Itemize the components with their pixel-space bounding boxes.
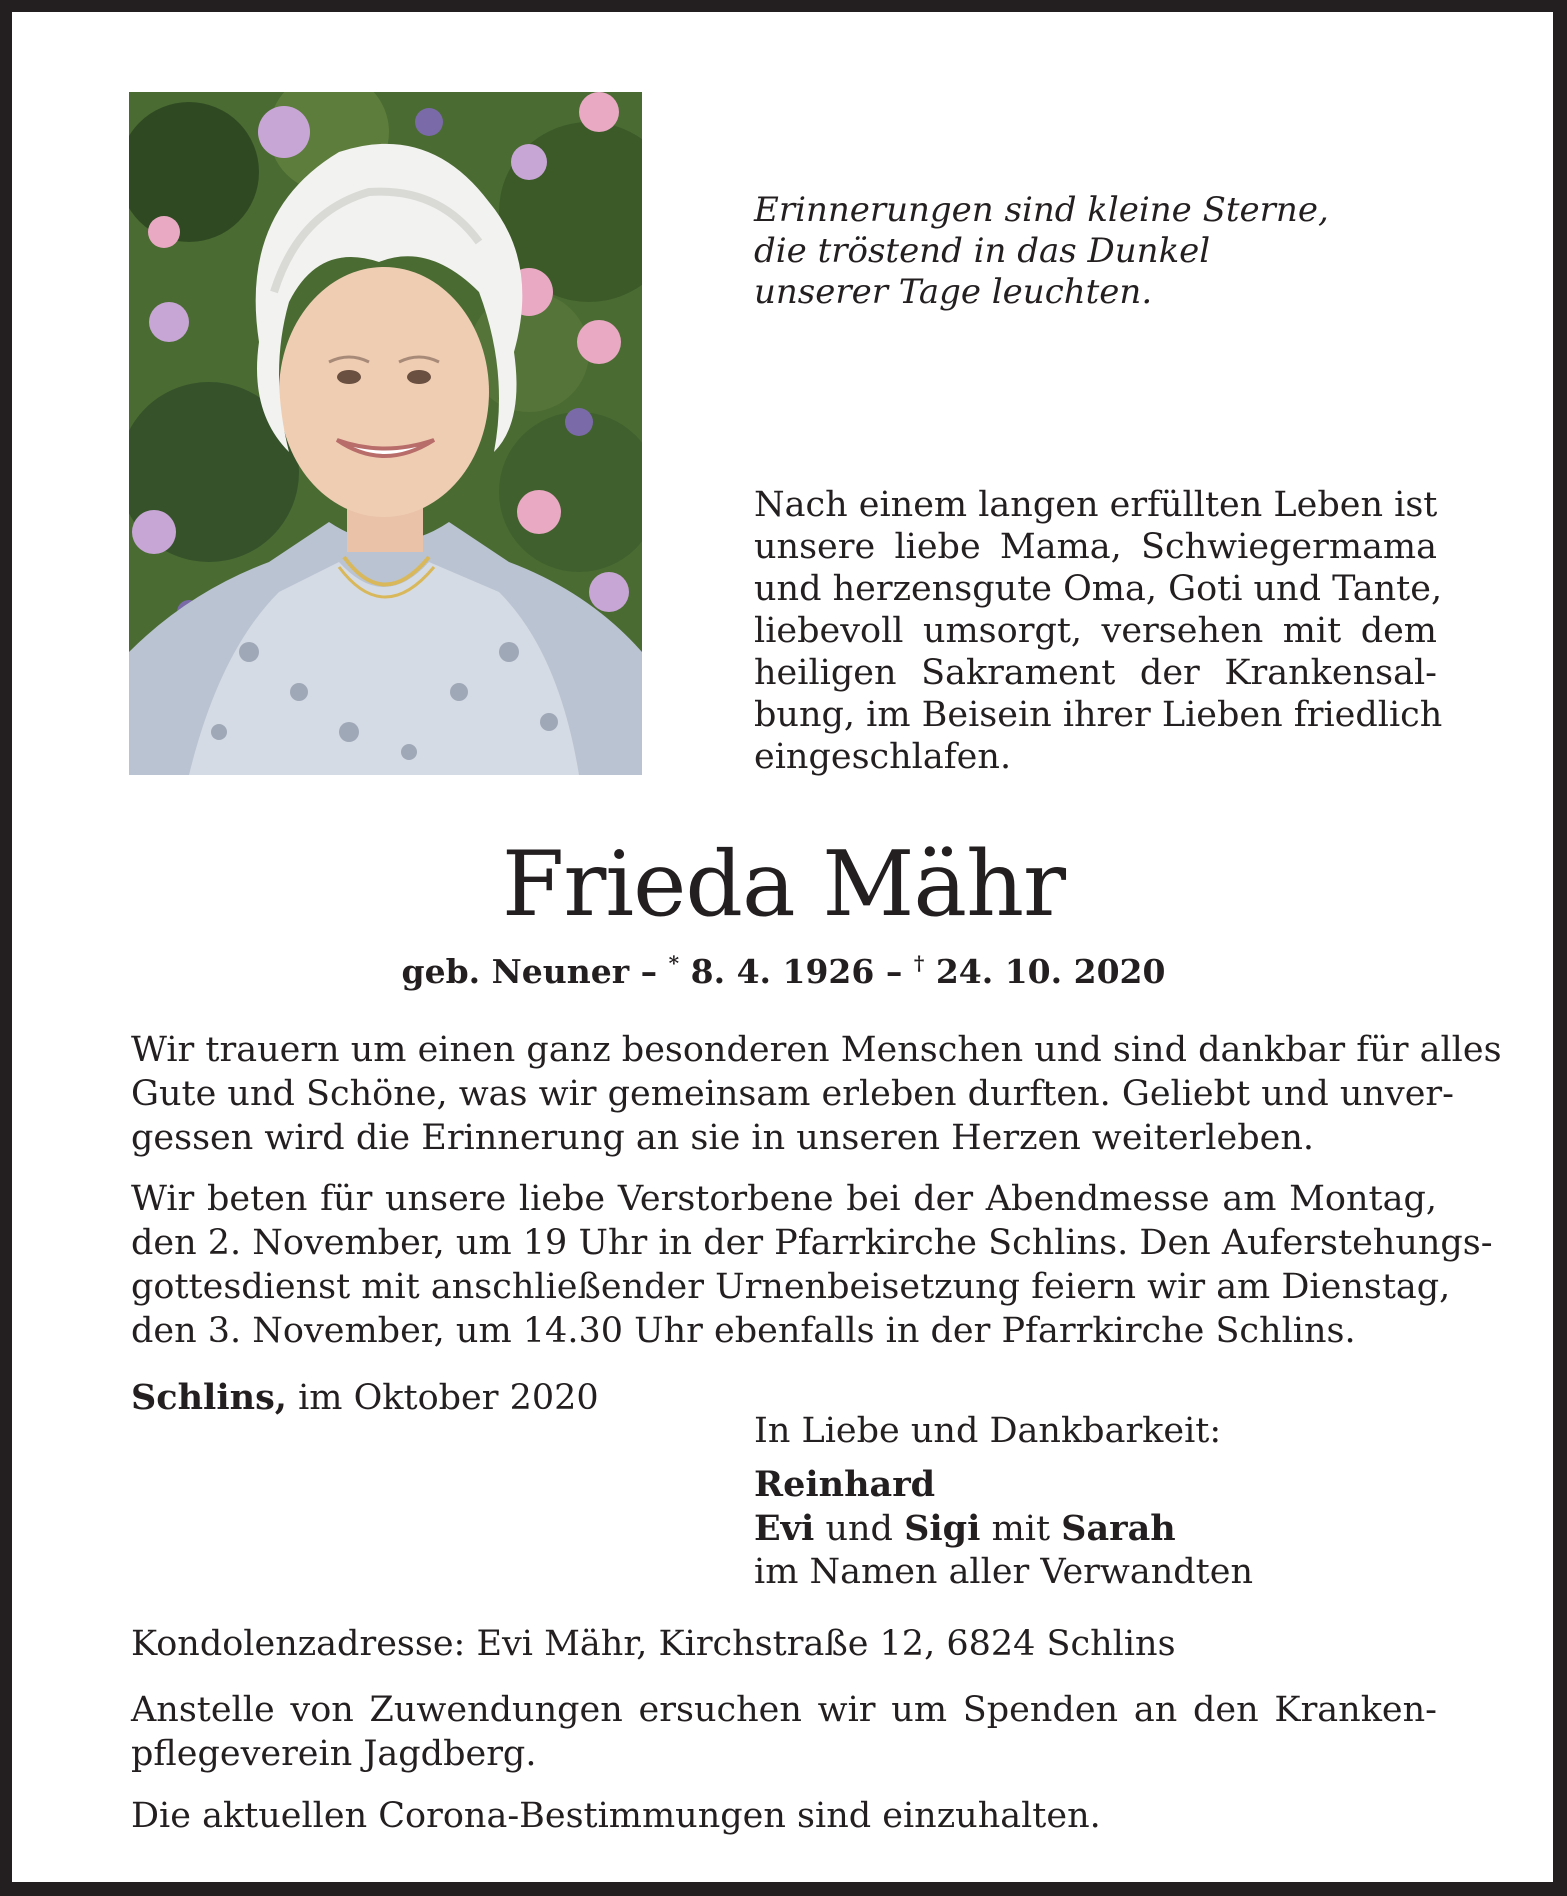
paragraph-line: gottesdienst mit anschließender Urnenbeisetzung feiern wir am Dienstag, bbox=[131, 1267, 1451, 1307]
deceased-name: Frieda Mähr bbox=[501, 832, 1066, 937]
signer-name: Sarah bbox=[1061, 1508, 1176, 1549]
paragraph-line: gessen wird die Erinnerung an sie in unseren Herzen weiterleben. bbox=[131, 1118, 1314, 1158]
announcement-line: unsere liebe Mama, Schwiegermama bbox=[754, 527, 1437, 567]
death-date: 24. 10. 2020 bbox=[935, 952, 1166, 991]
paragraph-line: Wir trauern um einen ganz besonderen Menschen und sind dankbar für alles bbox=[131, 1030, 1502, 1070]
signature-closing: im Namen aller Verwandten bbox=[754, 1552, 1253, 1592]
signer-name: Reinhard bbox=[754, 1464, 936, 1505]
signer-connector: mit bbox=[991, 1509, 1051, 1549]
quote-line: die tröstend in das Dunkel bbox=[754, 231, 1211, 271]
paragraph-line: den 2. November, um 19 Uhr in der Pfarrkirche Schlins. Den Auferstehungs- bbox=[131, 1223, 1493, 1263]
paragraph-line: Wir beten für unsere liebe Verstorbene bei der Abendmesse am Montag, bbox=[131, 1179, 1437, 1219]
memorial-quote bbox=[754, 190, 1454, 313]
paragraph-line: Gute und Schöne, was wir gemeinsam erleben durften. Geliebt und unver- bbox=[131, 1074, 1454, 1114]
life-dates bbox=[0, 950, 1567, 994]
signature-block bbox=[754, 1410, 1454, 1594]
announcement-line: heiligen Sakrament der Krankensal- bbox=[754, 653, 1437, 693]
donation-line: Anstelle von Zuwendungen ersuchen wir um Spenden an den Kranken- bbox=[131, 1690, 1437, 1730]
quote-line: unserer Tage leuchten. bbox=[754, 272, 1153, 312]
signature-intro: In Liebe und Dankbarkeit: bbox=[754, 1411, 1222, 1451]
place-date: im Oktober 2020 bbox=[298, 1378, 599, 1418]
birth-date: 8. 4. 1926 – bbox=[690, 952, 903, 991]
death-symbol: † bbox=[913, 951, 925, 975]
condolence-address: Kondolenzadresse: Evi Mähr, Kirchstraße 12, 6824 Schlins bbox=[131, 1624, 1176, 1664]
spacer bbox=[754, 1453, 1454, 1463]
death-announcement bbox=[754, 484, 1443, 778]
corona-notice: Die aktuellen Corona-Bestimmungen sind einzuhalten. bbox=[131, 1796, 1101, 1836]
announcement-line: bung, im Beisein ihrer Lieben friedlich bbox=[754, 695, 1443, 735]
quote-line: Erinnerungen sind kleine Sterne, bbox=[754, 190, 1329, 230]
birth-name: geb. Neuner – bbox=[401, 952, 658, 991]
announcement-line: eingeschlafen. bbox=[754, 737, 1012, 777]
place-and-date bbox=[131, 1376, 599, 1420]
portrait-photo bbox=[129, 92, 642, 775]
service-paragraph bbox=[131, 1177, 1493, 1353]
birth-symbol: * bbox=[668, 951, 680, 975]
announcement-line: und herzensgute Oma, Goti und Tante, bbox=[754, 569, 1443, 609]
donation-note bbox=[131, 1688, 1437, 1776]
signer-name: Sigi bbox=[904, 1508, 981, 1549]
announcement-line: Nach einem langen erfüllten Leben ist bbox=[754, 485, 1438, 525]
signer-name: Evi bbox=[754, 1508, 815, 1549]
signer-connector: und bbox=[825, 1509, 893, 1549]
place-town: Schlins, bbox=[131, 1377, 287, 1418]
paragraph-line: den 3. November, um 14.30 Uhr ebenfalls in der Pfarrkirche Schlins. bbox=[131, 1311, 1356, 1351]
portrait-image bbox=[129, 92, 642, 775]
donation-line: pflegeverein Jagdberg. bbox=[131, 1734, 537, 1774]
announcement-line: liebevoll umsorgt, versehen mit dem bbox=[754, 611, 1437, 651]
mourning-paragraph bbox=[131, 1028, 1502, 1160]
